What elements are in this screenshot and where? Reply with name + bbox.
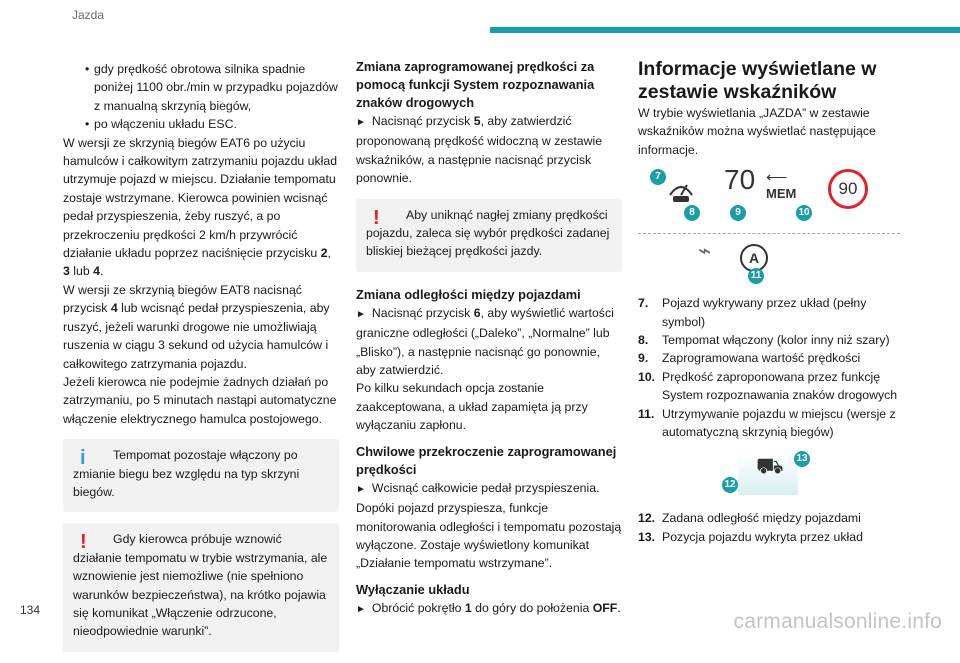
paragraph-suspended: Dopóki pojazd przyspiesza, funkcje monitorowania odległości i tempomatu pozostają wyłączone. Zostaje wyświetlony komunikat „Działanie tempomatu wstrzymane”.: [356, 501, 622, 571]
auto-hold-icon: A: [740, 244, 768, 272]
callout-badge-12: 12: [722, 477, 738, 493]
cluster-display-illustration: [648, 164, 908, 225]
bullet-icon: •: [85, 62, 90, 76]
set-speed-value: 70: [724, 164, 756, 196]
heading-switch-off: Wyłączanie układu: [356, 581, 470, 597]
step-accelerate: ► Wcisnąć całkowicie pedał przyspieszenia.: [356, 480, 600, 495]
callout-badge-8: 8: [684, 205, 700, 221]
heading-temporary-exceed: Chwilowe przekroczenie zaprogramowanej prędkości: [356, 443, 617, 477]
paragraph-accept: Po kilku sekundach opcja zostanie zaakceptowana, a układ zapamięta ją przy wyłączaniu zapłonu.: [356, 381, 588, 433]
mem-label: MEM: [766, 186, 797, 202]
warning-icon: !: [80, 531, 87, 554]
column-2: [356, 58, 622, 619]
car-icon: ⛟: [756, 453, 784, 479]
list-item: 7. Pojazd wykrywany przez układ (pełny symbol): [638, 296, 867, 329]
callout-badge-7: 7: [650, 169, 666, 185]
column-3: [638, 58, 908, 546]
arrow-right-icon: ►: [356, 483, 366, 495]
intro-paragraph: W trybie wyświetlania „JAZDA” w zestawie wskaźników można wyświetlać następujące informacje.: [638, 106, 876, 157]
callout-badge-9: 9: [730, 205, 746, 221]
bullet-list: [63, 60, 339, 134]
paragraph-eat6: W wersji ze skrzynią biegów EAT6 po użyciu hamulców i całkowitym zatrzymaniu pojazdu układ utrzymuje pojazd w miejscu. Działanie tempomatu zostaje wstrzymane. Kierowca powinien wcisnąć pedał przyspieszenia, żeby ruszyć, a po przekroczeniu prędkości 2 km/h przywrócić działanie układu poprzez naciśnięcie przycisku 2, 3 lub 4.: [63, 135, 338, 279]
list-item: 13. Pozycja pojazdu wykryta przez układ: [638, 529, 863, 544]
page-number: 134: [20, 603, 41, 617]
callout-badge-11: 11: [748, 268, 764, 284]
heading-speed-change: Zmiana zaprogramowanej prędkości za pomocą funkcji System rozpoznawania znaków drogowych: [356, 59, 595, 110]
list-item: • po włączeniu układu ESC.: [63, 115, 339, 133]
callout-badge-10: 10: [796, 205, 812, 221]
list-item: • gdy prędkość obrotowa silnika spadnie poniżej 1100 obr./min w przypadku pojazdów z manualną skrzynią biegów,: [85, 62, 338, 113]
bullet-icon: •: [85, 117, 90, 132]
hold-illustration: [698, 240, 908, 288]
list-item: 8. Tempomat włączony (kolor inny niż szary): [638, 333, 890, 348]
step-confirm-speed: ► Nacisnąć przycisk 5, aby zatwierdzić proponowaną prędkość widoczną w zestawie wskaźników, a następnie nacisnąć przycisk ponownie.: [356, 114, 603, 186]
heading-distance-change: Zmiana odległości między pojazdami: [356, 286, 581, 302]
arrow-left-icon: ⟵: [766, 169, 788, 187]
column-1: [63, 60, 339, 663]
paragraph-parking-brake: Jeżeli kierowca nie podejmie żadnych działań po zatrzymaniu, po 5 minutach nastąpi automatyczne włączenie elektrycznego hamulca postojowego.: [63, 374, 337, 426]
callout-badge-13: 13: [794, 451, 810, 467]
warning-icon: !: [373, 206, 380, 229]
distance-illustration: [718, 451, 908, 503]
watermark: carmanualsonline.info: [733, 610, 942, 633]
speed-limit-sign: 90: [828, 169, 868, 209]
section-label: Jazda: [72, 8, 105, 22]
arrow-right-icon: ►: [356, 308, 366, 320]
step-switch-off: ► Obrócić pokrętło 1 do góry do położenia OFF.: [356, 600, 621, 615]
vehicle-speedometer-icon: [666, 177, 696, 205]
arrow-right-icon: ►: [356, 603, 366, 615]
list-item: 10. Prędkość zaproponowana przez funkcję System rozpoznawania znaków drogowych: [638, 369, 898, 403]
info-note: i Tempomat pozostaje włączony po zmianie biegu bez względu na typ skrzyni biegów.: [63, 439, 339, 512]
list-item: 11. Utrzymywanie pojazdu w miejscu (wersje z automatyczną skrzynią biegów): [638, 406, 896, 440]
legend-list-2: [638, 509, 908, 546]
arrow-right-icon: ►: [356, 117, 366, 128]
list-item: 12. Zadana odległość między pojazdami: [638, 511, 861, 526]
section-heading: Informacje wyświetlane w zestawie wskaźników: [638, 58, 877, 103]
info-icon: i: [80, 447, 86, 470]
dashed-divider: [638, 233, 900, 234]
header-accent-bar: [490, 27, 960, 33]
step-distance: ► Nacisnąć przycisk 6, aby wyświetlić wartości graniczne odległości („Daleko”, „Normalne” lub „Blisko”), a następnie nacisnąć go ponownie, aby zatwierdzić.: [356, 305, 614, 378]
warning-note: ! Gdy kierowca próbuje wznowić działanie tempomatu w trybie wstrzymania, ale wznowienie jest niemożliwe (nie spełniono warunków bezpieczeństwa), na krótko pojawia się komunikat „Włączenie odrzucone, nieodpowiednie warunki”.: [63, 523, 339, 651]
warning-note: ! Aby uniknąć nagłej zmiany prędkości pojazdu, zaleca się wybór prędkości zadanej bliskiej bieżącej prędkości jazdy.: [356, 199, 622, 272]
list-item: 9. Zaprogramowana wartość prędkości: [638, 351, 861, 366]
paragraph-eat8: W wersji ze skrzynią biegów EAT8 nacisnąć przycisk 4 lub wcisnąć pedał przyspieszenia, aby ruszyć, jeżeli warunki drogowe nie umożliwiają ruszenia w ciągu 3 sekund od użycia hamulców i całkowitego zatrzymania pojazdu.: [63, 282, 330, 371]
legend-list-1: [638, 294, 908, 441]
cruise-inactive-icon: ⌁: [698, 238, 712, 264]
